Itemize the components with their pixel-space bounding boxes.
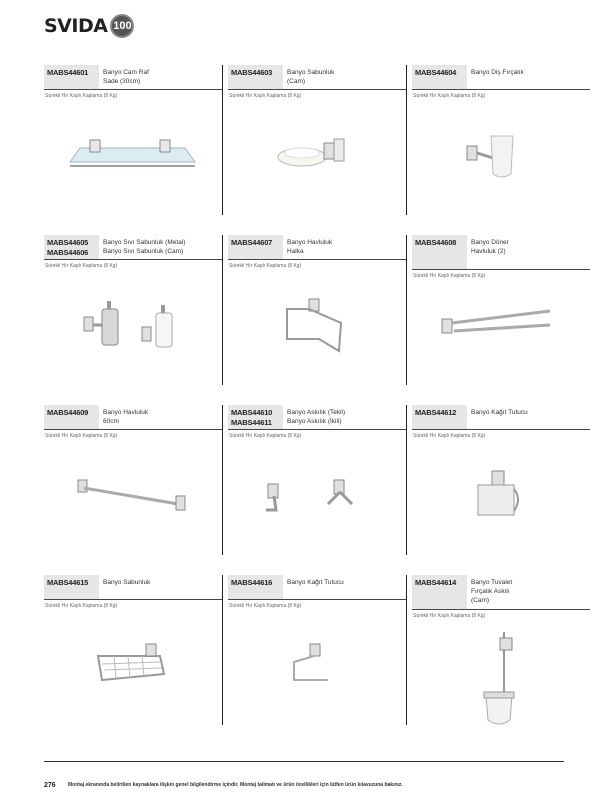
product-spec: Sürekli Hır Kaplı Kaplama (8 Kg) (229, 603, 302, 609)
product-desc: Banyo Diş Fırçalık (471, 69, 524, 76)
product-image (228, 273, 400, 377)
product-image (228, 103, 400, 207)
brand-logo (44, 14, 134, 38)
product-code: MABS44608 (412, 235, 467, 269)
product-code: MABS44615 (44, 575, 99, 599)
product-code: MABS44614 (412, 575, 467, 609)
product-code: MABS44607 (228, 235, 283, 259)
product-image (412, 103, 584, 207)
product-card (228, 235, 407, 385)
brand-badge: 100 (110, 14, 134, 38)
footer-rule (44, 761, 564, 762)
product-image (44, 613, 216, 717)
product-card (228, 575, 407, 725)
product-code: MABS44601 (44, 65, 99, 89)
product-desc: Banyo Sabunluk (103, 579, 151, 586)
product-desc: Banyo Havluluk 60cm (103, 409, 149, 425)
product-spec: Sürekli Hır Kaplı Kaplama (8 Kg) (45, 263, 118, 269)
product-desc: Banyo Sıvı Sabunluk (Metal) Banyo Sıvı Sabunluk (Cam) (103, 239, 186, 255)
product-image (228, 443, 400, 547)
product-desc: Banyo Tuvalet Fırçalık Askılı (Cam) (471, 579, 513, 604)
product-image (44, 443, 216, 547)
product-card (44, 405, 223, 555)
product-code: MABS44603 (228, 65, 283, 89)
product-image (44, 103, 216, 207)
footer-note: Montaj ekranında belirtilen kaynaklara ilişkin genel bilgilendirme içindir. Montaj talimatı ve ürün özellikleri için lütfen ürün kılavuzuna bakınız. (68, 782, 403, 788)
product-card (44, 575, 223, 725)
product-code: MABS44604 (412, 65, 467, 89)
product-spec: Sürekli Hır Kaplı Kaplama (8 Kg) (45, 433, 118, 439)
product-spec: Sürekli Hır Kaplı Kaplama (8 Kg) (413, 273, 486, 279)
product-spec: Sürekli Hır Kaplı Kaplama (8 Kg) (229, 93, 302, 99)
brand-name: SVIDA (44, 15, 108, 37)
product-spec: Sürekli Hır Kaplı Kaplama (8 Kg) (229, 433, 302, 439)
product-card (44, 235, 223, 385)
product-desc: Banyo Askılık (Tekli) Banyo Askılık (İkili) (287, 409, 346, 425)
product-desc: Banyo Kağıt Tutucu (471, 409, 528, 416)
product-image (412, 273, 584, 377)
product-code: MABS44616 (228, 575, 283, 599)
product-image (228, 613, 400, 717)
product-spec: Sürekli Hır Kaplı Kaplama (8 Kg) (413, 613, 486, 619)
product-image (412, 443, 584, 547)
product-card (228, 405, 407, 555)
product-spec: Sürekli Hır Kaplı Kaplama (8 Kg) (229, 263, 302, 269)
product-card (412, 575, 590, 745)
product-code: MABS44609 (44, 405, 99, 429)
product-desc: Banyo Sabunluk (Cam) (287, 69, 335, 85)
product-card (412, 405, 590, 555)
product-code: MABS44610 MABS44611 (228, 405, 283, 429)
product-image (412, 623, 584, 737)
product-card (412, 65, 590, 215)
product-spec: Sürekli Hır Kaplı Kaplama (8 Kg) (413, 93, 486, 99)
product-desc: Banyo Havluluk Halka (287, 239, 333, 255)
product-card (44, 65, 223, 215)
product-code: MABS44605 MABS44606 (44, 235, 99, 259)
product-spec: Sürekli Hır Kaplı Kaplama (8 Kg) (413, 433, 486, 439)
product-code: MABS44612 (412, 405, 467, 429)
page-number: 276 (44, 782, 56, 789)
product-spec: Sürekli Hır Kaplı Kaplama (8 Kg) (45, 603, 118, 609)
product-card (412, 235, 590, 385)
product-card (228, 65, 407, 215)
product-desc: Banyo Döner Havluluk (2) (471, 239, 509, 255)
product-image (44, 273, 216, 377)
product-desc: Banyo Cam Raf Sade (30cm) (103, 69, 149, 85)
product-spec: Sürekli Hır Kaplı Kaplama (8 Kg) (45, 93, 118, 99)
product-desc: Banyo Kağıt Tutucu (287, 579, 344, 586)
